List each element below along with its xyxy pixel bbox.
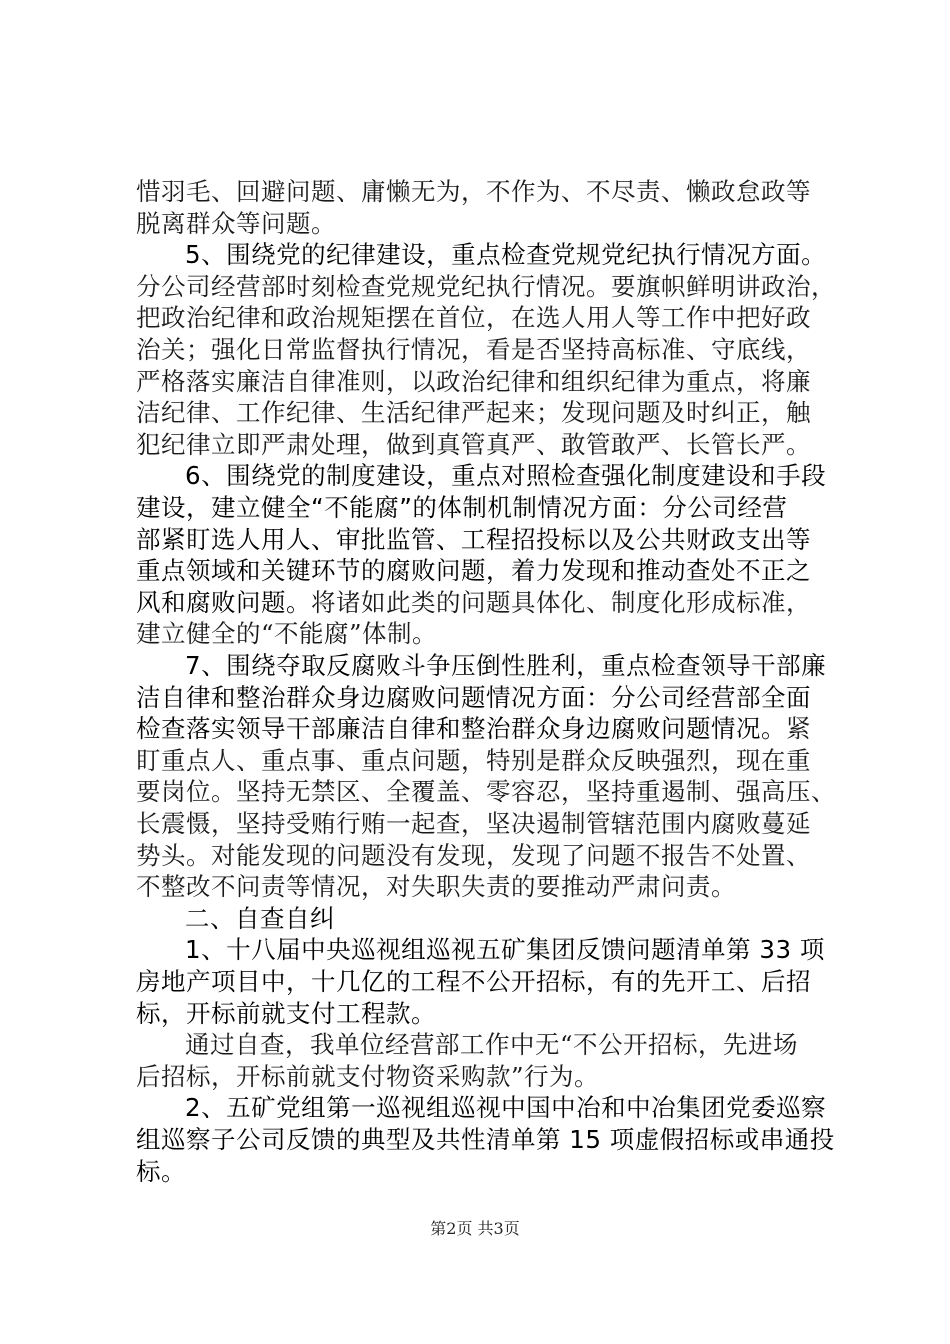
text-line: 严格落实廉洁自律准则，以政治纪律和组织纪律为重点，将廉 [136, 366, 811, 396]
text-line: 重点领域和关键环节的腐败问题，着力发现和推动查处不正之 [136, 556, 811, 586]
text-line: 6、围绕党的制度建设，重点对照检查强化制度建设和手段 [185, 461, 827, 491]
text-line: 建设，建立健全“不能腐”的体制机制情况方面：分公司经营 [136, 492, 788, 522]
text-line: 1、十八届中央巡视组巡视五矿集团反馈问题清单第 33 项 [185, 935, 825, 965]
text-line: 犯纪律立即严肃处理，做到真管真严、敢管敢严、长管长严。 [136, 429, 811, 459]
section-heading: 二、自查自纠 [185, 903, 335, 933]
text-line: 7、围绕夺取反腐败斗争压倒性胜利，重点检查领导干部廉 [185, 651, 827, 680]
text-line: 建立健全的“不能腐”体制。 [136, 619, 438, 649]
item-7-heading [136, 650, 826, 713]
text-line: 标。 [136, 1156, 186, 1186]
text-span: 风和腐败问题。 [136, 587, 311, 617]
text-line: 治关；强化日常监督执行情况，看是否坚持高标准、守底线， [136, 334, 811, 364]
text-span: 检查落实领导干部廉洁自律和整治群众身边腐败问题情况。 [136, 714, 786, 744]
self-check-result [136, 1029, 826, 1092]
text-line: 标，开标前就支付工程款。 [136, 998, 436, 1028]
item-2-heading [136, 1092, 835, 1187]
text-line: 势头。对能发现的问题没有发现，发现了问题不报告不处置、 [136, 840, 811, 870]
text-line: 分公司经营部时刻检查党规党纪执行情况。要旗帜鲜明讲政治， [136, 271, 836, 301]
text-line: 部紧盯选人用人、审批监管、工程招投标以及公共财政支出等 [136, 524, 811, 554]
text-line: 房地产项目中，十几亿的工程不公开招标，有的先开工、后招 [136, 966, 811, 996]
page-footer: 第2页 共3页 [430, 1219, 520, 1238]
text-line: 5、围绕党的纪律建设，重点检查党规党纪执行情况方面。 [185, 240, 827, 270]
item-5-body [136, 271, 836, 461]
text-line: 把政治纪律和政治规矩摆在首位，在选人用人等工作中把好政 [136, 303, 811, 333]
text-line: 组巡察子公司反馈的典型及共性清单第 15 项虚假招标或串通投 [136, 1124, 835, 1154]
text-line: 盯重点人、重点事、重点问题，特别是群众反映强烈，现在重 [136, 745, 811, 775]
text-line: 不整改不问责等情况，对失职失责的要推动严肃问责。 [136, 872, 736, 902]
text-line: 长震慑，坚持受贿行贿一起查，坚决遏制管辖范围内腐败蔓延 [136, 808, 811, 838]
item-6-body [136, 618, 826, 650]
text-line: 洁纪律、工作纪律、生活纪律严起来；发现问题及时纠正，触 [136, 398, 811, 428]
text-line: 惜羽毛、回避问题、庸懒无为，不作为、不尽责、懒政怠政等 [136, 177, 811, 206]
paragraph-continuation [136, 176, 826, 239]
section-2 [136, 903, 826, 1029]
text-span: 将诸如此类的问题具体化、制度化形成标准， [311, 587, 811, 617]
text-line: 要岗位。坚持无禁区、全覆盖、零容忍，坚持重遏制、强高压、 [136, 777, 836, 807]
text-line: 洁自律和整治群众身边腐败问题情况方面：分公司经营部全面 [136, 682, 811, 712]
text-line: 通过自查，我单位经营部工作中无“不公开招标，先进场 [185, 1030, 799, 1060]
item-5-heading [136, 239, 826, 271]
item-6-mixed-line [136, 587, 826, 619]
item-7-mixed-line [136, 713, 826, 745]
text-span: 紧 [786, 714, 811, 744]
item-6-heading [136, 460, 826, 586]
item-7-body [136, 745, 836, 903]
text-line: 后招标，开标前就支付物资采购款”行为。 [136, 1061, 600, 1091]
text-line: 2、五矿党组第一巡视组巡视中国中冶和中冶集团党委巡察 [185, 1093, 827, 1123]
text-line: 脱离群众等问题。 [136, 208, 336, 238]
